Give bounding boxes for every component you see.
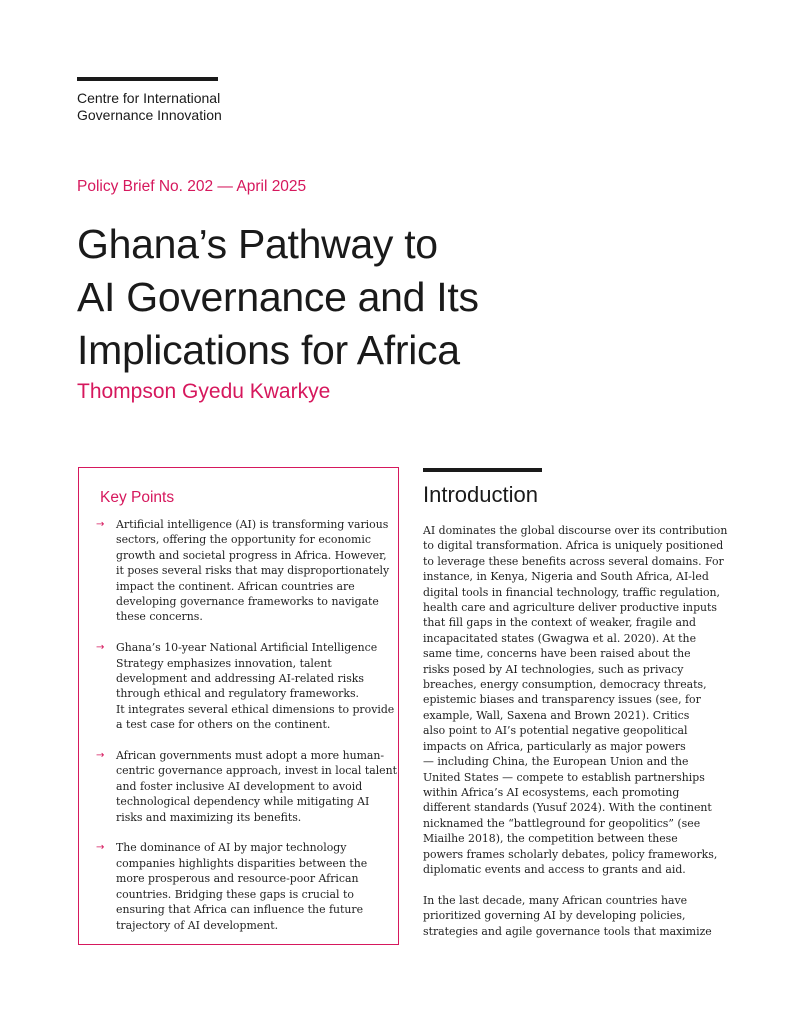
organization-name (77, 90, 222, 124)
key-point-text-line: growth and societal progress in Africa. However, (116, 548, 387, 562)
org-line: Centre for International (77, 90, 221, 106)
key-point-text-line: a test case for others on the continent. (116, 718, 331, 732)
key-point-item (96, 748, 398, 825)
key-point-text-line: technological dependency while mitigating AI (116, 795, 370, 809)
key-point-text-line: The dominance of AI by major technology (116, 841, 347, 855)
key-point-item (96, 517, 390, 625)
org-line: Governance Innovation (77, 107, 222, 123)
paragraph-text-line: epistemic biases and transparency issues (see, for (423, 693, 701, 707)
paragraph-text-line: nicknamed the “battleground for geopolitics” (see (423, 816, 701, 830)
key-point-item (96, 840, 386, 932)
key-point-text-line: companies highlights disparities between the (116, 856, 368, 870)
key-point-text-line: Artificial intelligence (AI) is transforming various (116, 518, 389, 531)
paragraph-text-line: instance, in Kenya, Nigeria and South Africa, AI-led (423, 570, 709, 584)
paragraph-text-line: to digital transformation. Africa is uniquely positioned (423, 539, 724, 553)
key-point-text-line: Ghana’s 10-year National Artificial Intelligence (116, 641, 378, 655)
paragraph-text-line: within Africa’s AI ecosystems, each promoting (423, 785, 680, 799)
paragraph-text-line: digital tools in financial technology, traffic regulation, (423, 585, 721, 599)
paragraph-text-line: example, Wall, Saxena and Brown 2021). Critics (423, 708, 690, 722)
arrow-right-icon: → (96, 750, 105, 762)
paragraph-text-line: United States — compete to establish partnerships (423, 770, 705, 784)
title-line: Ghana’s Pathway to (77, 221, 438, 267)
document-title (77, 218, 479, 377)
introduction-paragraph (423, 893, 723, 939)
paragraph-text-line: AI dominates the global discourse over its contribution (423, 524, 728, 537)
paragraph-text-line: impacts on Africa, particularly as major powers (423, 739, 686, 753)
paragraph-text-line: risks posed by AI technologies, such as privacy (423, 662, 684, 676)
key-point-text-line: it poses several risks that may disproportionately (116, 564, 390, 578)
paragraph-text-line: diplomatic events and access to grants and aid. (423, 862, 686, 876)
key-point-text-line: more prosperous and resource-poor African (116, 872, 359, 886)
introduction-paragraph (423, 523, 728, 877)
arrow-right-icon: → (96, 842, 105, 854)
key-point-text-line: impact the continent. African countries are (116, 579, 355, 593)
paragraph-text-line: to leverage these benefits across several domains. For (423, 554, 724, 568)
arrow-right-icon: → (96, 519, 105, 530)
arrow-right-icon: → (96, 642, 105, 654)
key-point-text-line: through ethical and regulatory frameworks. (116, 687, 360, 701)
author-name: Thompson Gyedu Kwarkye (77, 380, 331, 403)
key-point-text-line: and foster inclusive AI development to avoid (116, 779, 363, 793)
paragraph-text-line: — including China, the European Union and the (423, 755, 689, 769)
key-points-box (78, 467, 399, 945)
key-point-text-line: development and addressing AI-related risks (116, 672, 364, 686)
key-points-heading: Key Points (100, 489, 175, 506)
key-point-text-line: trajectory of AI development. (116, 918, 279, 932)
key-point-text-line: African governments must adopt a more human- (116, 749, 385, 763)
paragraph-text-line: also point to AI’s potential negative geopolitical (423, 724, 688, 738)
series-label: Policy Brief No. 202 — April 2025 (77, 178, 307, 195)
paragraph-text-line: strategies and agile governance tools that maximize (423, 924, 712, 938)
paragraph-text-line: Miailhe 2018), the competition between these (423, 832, 678, 846)
key-points-list (96, 517, 398, 948)
paragraph-text-line: breaches, energy consumption, democracy threats, (423, 678, 707, 692)
header-rule (77, 77, 218, 81)
paragraph-text-line: health care and agriculture deliver productive inputs (423, 601, 718, 615)
key-point-text-line: sectors, offering the opportunity for economic (116, 533, 371, 547)
paragraph-text-line: prioritized governing AI by developing policies, (423, 909, 686, 923)
title-line: AI Governance and Its (77, 274, 479, 320)
section-rule (423, 468, 542, 472)
key-point-text-line: centric governance approach, invest in local talent (116, 764, 398, 778)
key-point-text-line: countries. Bridging these gaps is crucial to (116, 887, 354, 901)
key-point-text-line: It integrates several ethical dimensions to provide (116, 702, 395, 716)
paragraph-text-line: powers frames scholarly debates, policy frameworks, (423, 847, 718, 861)
key-point-text-line: developing governance frameworks to navigate (116, 595, 379, 609)
key-point-text-line: Strategy emphasizes innovation, talent (116, 656, 332, 670)
key-point-text-line: risks and maximizing its benefits. (116, 810, 302, 824)
title-line: Implications for Africa (77, 327, 460, 373)
paragraph-text-line: different standards (Yusuf 2024). With the continent (423, 801, 712, 815)
paragraph-text-line: In the last decade, many African countries have (423, 894, 688, 907)
paragraph-text-line: incapacitated states (Gwagwa et al. 2020). At the (423, 631, 697, 645)
key-point-item (96, 640, 395, 732)
introduction-heading: Introduction (423, 482, 538, 507)
paragraph-text-line: same time, concerns have been raised about the (423, 647, 691, 661)
key-point-text-line: ensuring that Africa can influence the future (116, 903, 364, 917)
key-point-text-line: these concerns. (116, 610, 203, 624)
paragraph-text-line: that fill gaps in the context of weaker, fragile and (423, 616, 696, 630)
